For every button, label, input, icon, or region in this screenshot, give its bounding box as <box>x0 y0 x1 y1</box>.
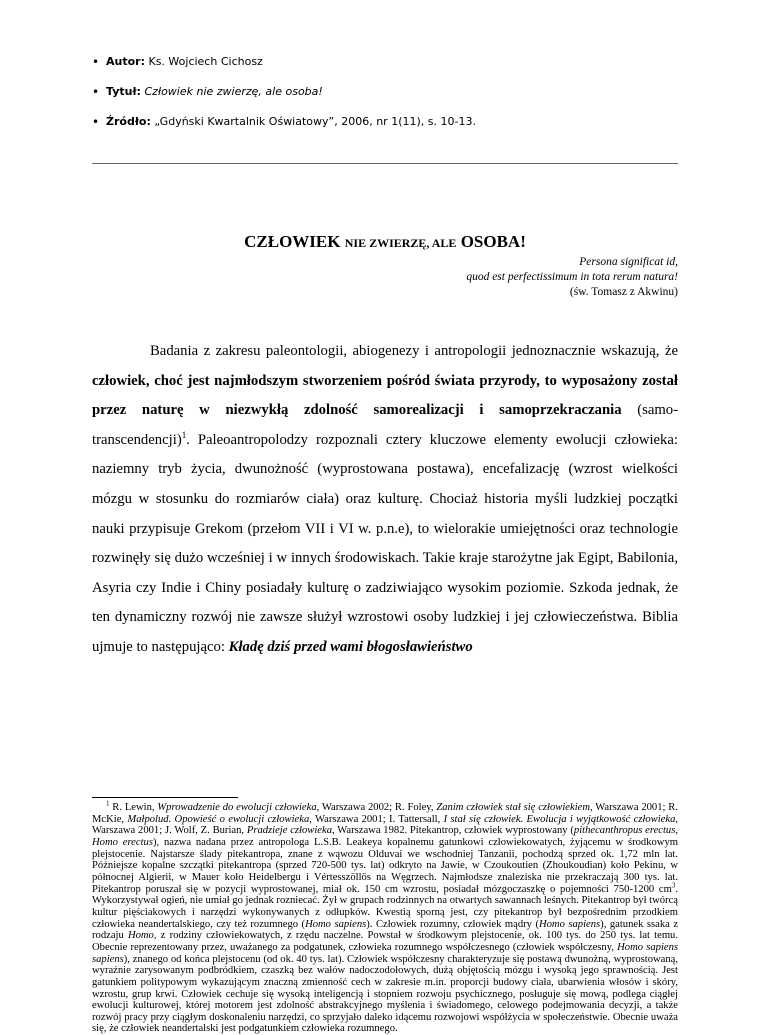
footnote-text: ), nazwa nadana przez antropologa L.S.B. Leakeya kopalnemu gatunkowi człowiekowatych, żyjącemu w środkowym plejstocenie. Najstarsze ślady pitekantropa, znane z wąwozu Olduvai we wschodniej Tanzanii, pochodzą sprzed ok. 1,72 mln lat. Późniejsze kopalne szczątki pitekantropa (sprzed 720-500 tys. lat) odkryto na Jawie, w Czoukoutien (Zhoukoudian) koło Pekinu, w północnej Algierii, w Mauer koło Heidelbergu i Vértesszöllös na Węgrzech. Najmłodsze znaleziska nie przekraczają 300 tys. lat. Pitekantrop poruszał się w pozycji wyprostowanej, miał ok. 150 cm wzrostu, posiadał mózgoczaszkę o pojemności 750-1200 cm <box>92 836 678 895</box>
epigraph-attribution: (św. Tomasz z Akwinu) <box>569 286 678 298</box>
footnote-text: ), znanego od końca plejstocenu (od ok. 40 tys. lat). Człowiek współczesny charakteryzuje się postawą dwunożną, wyprostowaną, wyraźnie zarysowanym podbródkiem, czaszką bez wałów nadoczodołowych, dużą objętością mózgu i wysoką jego sprawnością. Jest gatunkiem politypowym wykazującym znaczną zmienność cech w zakresie m.in. proporcji budowy ciała, ubarwienia włosów i skóry, wzrostu, grup krwi. Człowiek cechuje się wysoką inteligencją i stopniem rozwoju psychicznego, posługuje się mową, podlega ciągłej ewolucji kulturowej, której motorem jest zdolność abstrakcyjnego myślenia i świadomego, celowego podejmowania decyzji, a także rozwój pracy przy ciągłym doskonaleniu narzędzi, co sprzyjało daleko idącemu rozwojowi współżycia w społeczeństwie. Obecnie uważa się, że człowiek neandertalski jest podgatunkiem człowieka rozumnego. <box>92 953 678 1035</box>
body-text-1: Badania z zakresu paleontologii, abiogenezy i antropologii jednoznacznie wskazują, że <box>150 343 678 359</box>
article-title <box>92 232 678 252</box>
footnote-text: R. Lewin, <box>109 802 158 813</box>
footnote <box>92 799 679 1035</box>
footnote-latin-term: Homo sapiens <box>305 918 367 930</box>
footnote-divider <box>92 797 238 798</box>
source-label: Źródło: <box>106 115 151 128</box>
author-label: Autor: <box>106 55 145 68</box>
epigraph-line-2: quod est perfectissimum in tota rerum natura! <box>466 271 678 283</box>
title-word-1: CZŁOWIEK <box>244 232 341 251</box>
meta-title <box>92 85 476 115</box>
footnote-book-title: Zanim człowiek stał się człowiekiem <box>436 802 590 813</box>
document-metadata <box>92 55 476 145</box>
body-text-2: (samo-transcendencji) <box>92 402 678 448</box>
title-word-3: OSOBA! <box>460 232 526 251</box>
title-word-2: NIE ZWIERZĘ, ALE <box>344 236 457 250</box>
footnote-text: ). Człowiek rozumny, człowiek mądry ( <box>366 918 539 930</box>
body-quote: Kładę dziś przed wami błogosławieństwo <box>228 638 473 655</box>
meta-author <box>92 55 476 85</box>
footnote-latin-term: Homo sapiens <box>538 918 601 930</box>
footnote-ref[interactable]: 1 <box>181 429 187 440</box>
footnote-number: 1 <box>106 799 110 808</box>
footnote-text: , Warszawa 2002; R. Foley, <box>316 802 437 813</box>
footnote-book-title: Wprowadzenie do ewolucji człowieka <box>157 802 317 813</box>
title-label: Tytuł: <box>106 85 141 98</box>
footnote-text: , z rodziny człowiekowatych, z rzędu naczelne. Powstał w środkowym plejstocenie, ok. 100 tys. do 250 tys. lat temu. Obecnie reprezentowany przez, uważanego za podgatunek, człowieka rozumnego współczesnego (człowiek współczesny, <box>92 930 679 953</box>
footnote-superscript: 3 <box>671 881 676 890</box>
footnote-book-title: Pradzieje człowieka <box>246 825 333 837</box>
footnote-text: ), gatunek ssaka z rodzaju <box>92 918 679 942</box>
source-value: „Gdyński Kwartalnik Oświatowy”, 2006, nr 1(11), s. 10-13. <box>154 115 476 128</box>
body-text-3: . Paleoantropolodzy rozpoznali cztery kluczowe elementy ewolucji człowieka: naziemny tryb życia, dwunożność (wyprostowana postawa), encefalizację (wzrost wielkości mózgu w stosunku do rozmiarów ciała) oraz kulturę. Chociaż historia myśli ludzkiej początki nauki przypisuje Grekom (przełom VII i VI w. p.n.e), to wielorakie umiejętności oraz technologie rozwinęły się dużo wcześniej i w innych środowiskach. Takie kraje starożytne jak Egipt, Babilonia, Asyria czy Indie i Chiny posiadały kulturę o zadziwiająco wysokim poziomie. Szkoda jednak, że ten dynamiczny rozwój nie zawsze służył wzrostowi osoby ludzkiej i jej człowieczeństwa. Biblia ujmuje to następująco: <box>92 431 678 655</box>
footnote-text: , Warszawa 2001; I. Tattersall, <box>309 813 444 825</box>
footnote-book-title: Małpolud. Opowieść o ewolucji człowieka <box>127 813 310 825</box>
author-value: Ks. Wojciech Cichosz <box>148 55 263 68</box>
header-divider <box>92 163 678 164</box>
footnote-latin-term: Homo sapiens sapiens <box>92 941 679 965</box>
footnote-text: , Warszawa 2001; R. McKie, <box>92 802 678 825</box>
footnote-book-title: I stał się człowiek. Ewolucja i wyjątkowość człowieka <box>443 813 676 825</box>
body-paragraph <box>92 337 678 663</box>
footnote-latin-term: pithecanthropus erectus, Homo erectus <box>92 825 678 848</box>
footnote-text: , Warszawa 1982. Pitekantrop, człowiek wyprostowany ( <box>332 825 574 837</box>
footnote-latin-term: Homo <box>127 930 154 942</box>
epigraph-line-1: Persona significat id, <box>579 256 678 268</box>
footnote-text: . Wykorzystywał ogień, nie umiał go jednak rozniecać. Żył w grupach rodzinnych na otwartych sawannach leśnych. Pitekantrop był twórcą kultur pięściakowych i narzędzi wykonywanych z odłupków. Kwestią sporną jest, czy pitekantrop był bezpośrednim przodkiem człowieka neandertalskiego, czy też rozumnego ( <box>92 883 678 930</box>
body-thesis: człowiek, choć jest najmłodszym stworzeniem pośród świata przyrody, to wyposażony został przez naturę w niezwykłą zdolność samorealizacji i samoprzekraczania <box>92 372 678 419</box>
epigraph <box>466 255 678 300</box>
footnote-text: , Warszawa 2001; J. Wolf, Z. Burian, <box>92 813 679 837</box>
title-value: Człowiek nie zwierzę, ale osoba! <box>144 85 323 98</box>
meta-source <box>92 115 476 145</box>
